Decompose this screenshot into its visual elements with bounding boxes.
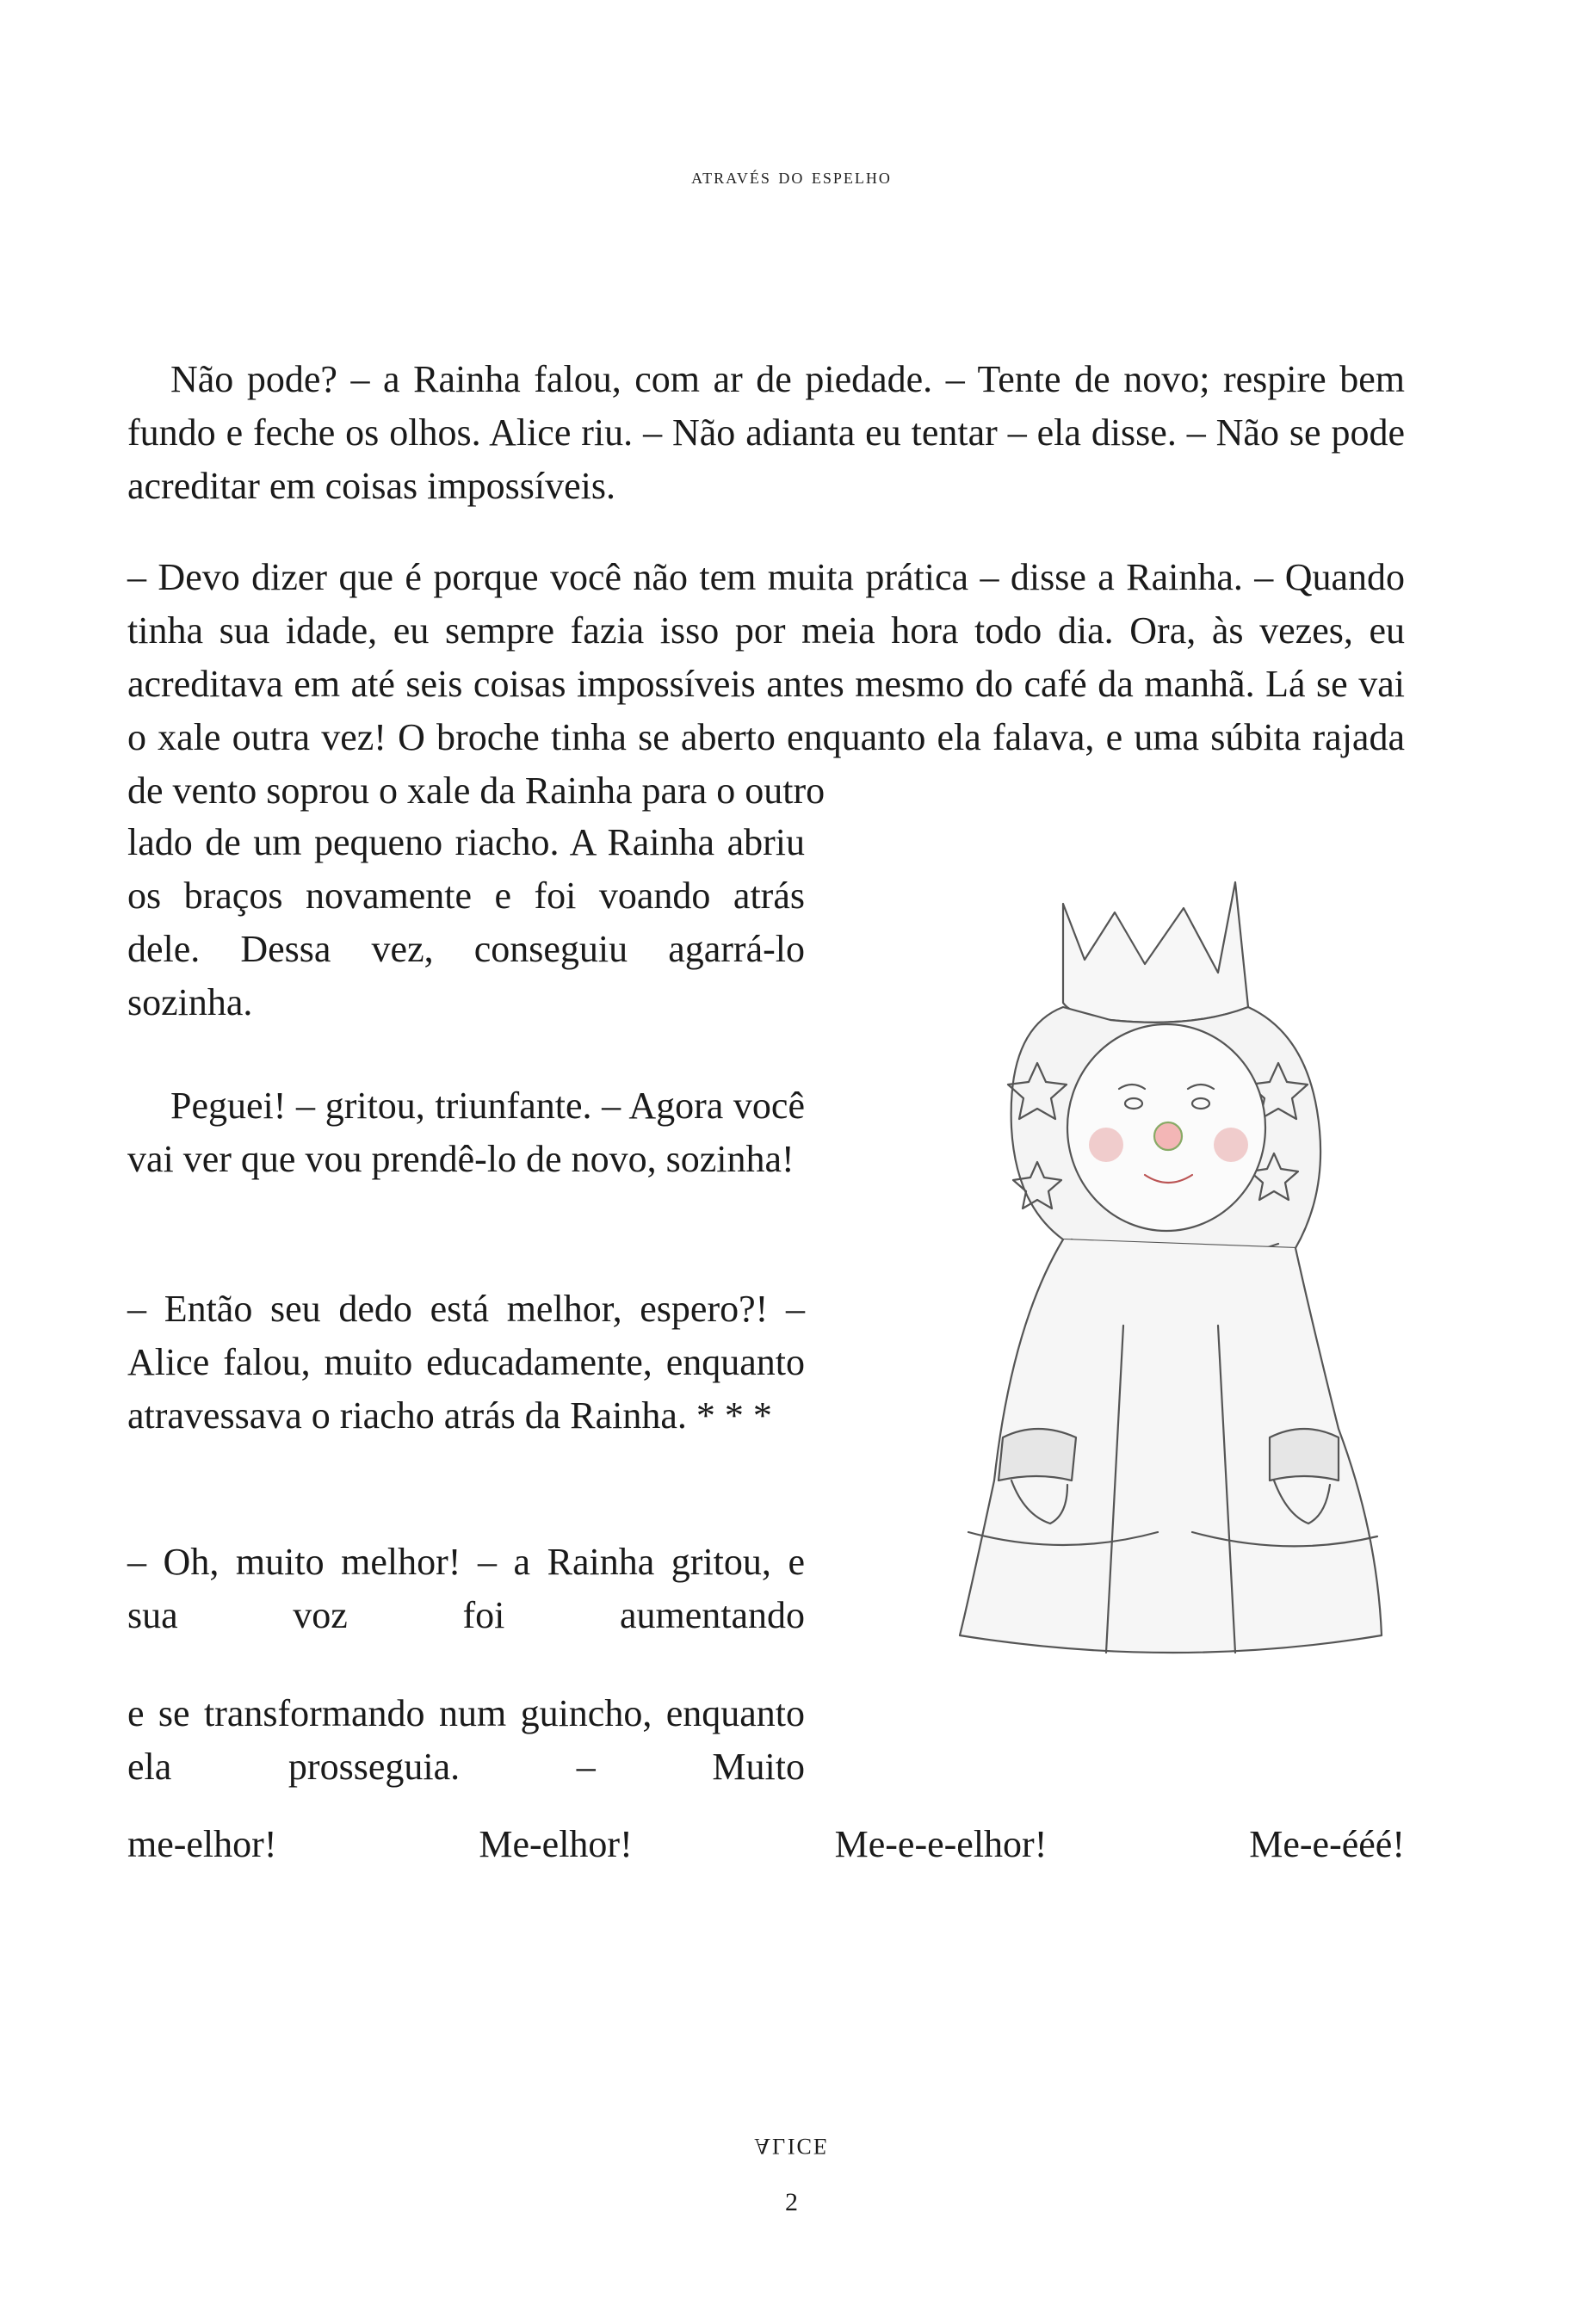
stutter-word-2: Me-elhor! [479,1823,633,1865]
page-number: 2 [785,2188,798,2216]
paragraph-6: – Oh, muito melhor! – a Rainha gritou, e sua voz foi aumentando [127,1541,805,1636]
running-title: através do espelho [691,164,892,189]
paragraph-2: – Devo dizer que é porque você não tem muita prática – disse a Rainha. – Quando tinha sua idade, eu sempre fazia isso por meia hora todo dia. Ora, às vezes, eu acreditava em até seis coisas impossíveis antes mesmo do café da manhã. Lá se vai o xale outra vez! O broche tinha se aberto enquanto ela falava, e uma súbita rajada de vento soprou o xale da Rainha para o outro [127,556,1405,812]
paragraph-7: e se transformando num guincho, enquanto ela prosseguia. – Muito [127,1692,805,1788]
stutter-line [127,1818,1405,1871]
paragraph-3: lado de um pequeno riacho. A Rainha abriu os braços novamente e foi voando atrás dele. Dessa vez, conseguiu agarrá-lo sozinha. [127,821,805,1023]
paragraph-4: Peguei! – gritou, triunfante. – Agora você vai ver que vou prendê-lo de novo, sozinha! [127,1085,805,1180]
paragraph-1: Não pode? – a Rainha falou, com ar de piedade. – Tente de novo; respire bem fundo e feche os olhos. Alice riu. – Não adianta eu tentar – ela disse. – Não se pode acreditar em coisas impossíveis. [127,358,1405,507]
stutter-word-1: me-elhor! [127,1823,277,1865]
queen-illustration [934,878,1403,1661]
mirrored-footer-text: ALICE [754,2134,829,2159]
stutter-word-3: Me-e-e-elhor! [834,1823,1048,1865]
stutter-word-4: Me-e-ééé! [1249,1823,1405,1865]
crown-icon [1063,882,1248,1023]
paragraph-5: – Então seu dedo está melhor, espero?! – Alice falou, muito educadamente, enquanto atravessava o riacho atrás da Rainha. * * * [127,1288,805,1437]
